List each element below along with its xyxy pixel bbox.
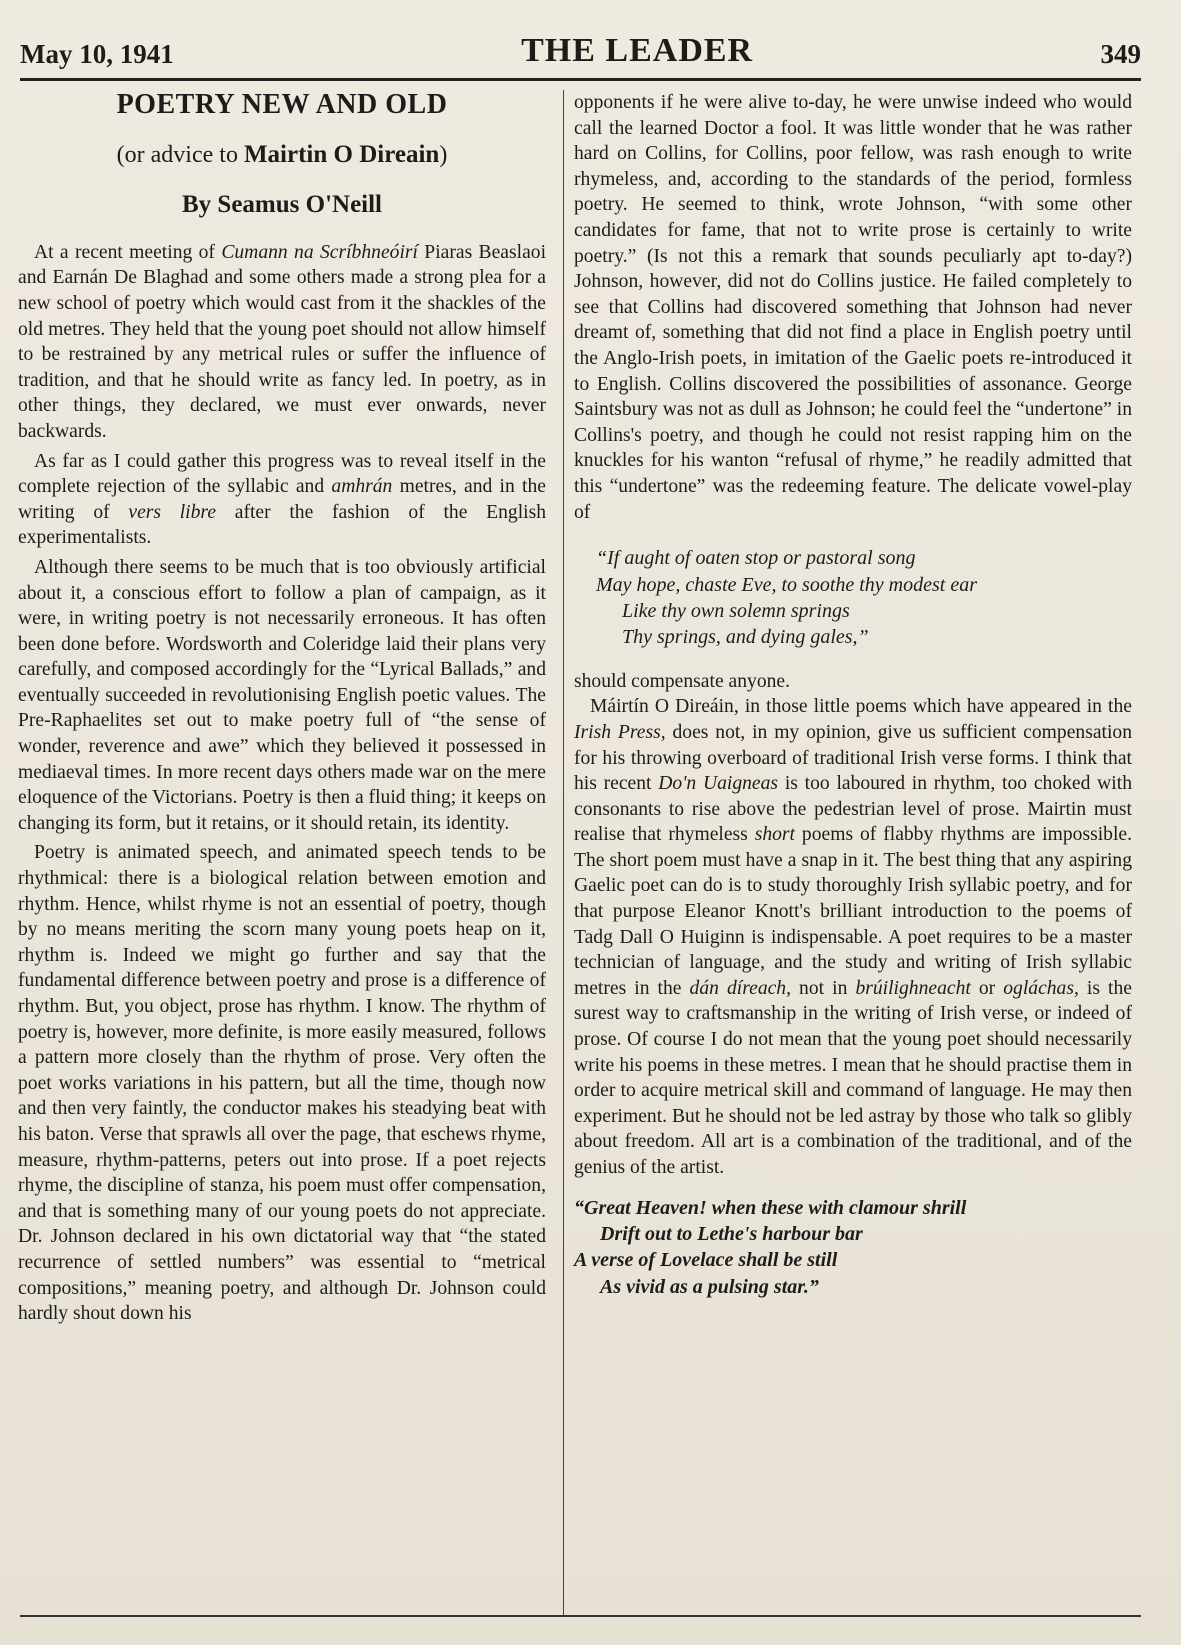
text-run: At a recent meeting of — [34, 241, 222, 263]
text-run: Piaras Beaslaoi and Earnán De Blaghad and some others made a strong plea for a new school of poetry which would cast from it the shackles of the old metres. They held that the young poet should not allow himself to be restrained by any metrical rules or suffer the influence of tradition, and that he should write as fancy led. In poetry, as in other things, they declared, we must ever onwards, never backwards. — [18, 241, 547, 442]
text-run-italic: Do'n Uaigneas — [658, 773, 779, 795]
text-run-italic: Cumann na Scríbhneóirí — [221, 241, 418, 263]
paragraph-5: opponents if he were alive to-day, he were unwise indeed who would call the learned Doctor a fool. It was little wonder that he was rather hard on Collins, for Collins, poor fellow, was rash enough to write rhymeless, and, according to the standards of the period, formless poetry. He seemed to think, wrote Johnson, “with some other candidates for fame, that not to write prose is certainly to write poetry.” (Is not this a remark that sounds peculiarly apt to-day?) Johnson, however, did not do Collins justice. He failed completely to see that Collins had discovered something that Johnson had never dreamt of, something that did not find a place in English poetry until the Anglo-Irish poets, in imitation of the Gaelic poets re-introduced it to English. Collins discovered the possibilities of assonance. George Saintsbury was not as dull as Johnson; he could feel the “undertone” in Collins's poetry, and though he could not resist rapping him on the knuckles for his wanton “refusal of rhyme,” he readily admitted that this “undertone” was the redeeming feature. The delicate vowel-play of — [574, 92, 1132, 523]
article-title: POETRY NEW AND OLD — [116, 89, 448, 120]
paragraph-4: Poetry is animated speech, and animated speech tends to be rhythmical: there is a biological relation between emotion and rhythm. Hence, whilst rhyme is not an essential of poetry, though by no means meriting the scorn many young poets heap on it, rhythm is. Indeed we might go further and say that the fundamental difference between poetry and prose is a difference of rhythm. But, you object, prose has rhythm. I know. The rhythm of poetry is, however, more definite, is more easily measured, follows a pattern more closely than the rhythm of prose. Very often the poet works variations in his pattern, but all the time, though now and then very faintly, the conductor makes his steadying beat with his baton. Verse that sprawls all over the page, that eschews rhyme, measure, rhythm-patterns, peters out into prose. If a poet rejects rhyme, the discipline of stanza, his poem must offer compensation, and that is something many of our young poets do not appreciate. Dr. Johnson declared in his own dictatorial way that “the stated recurrence of settled numbers” was essential to “metrical compositions,” meaning poetry, and although Dr. Johnson could hardly shout down his — [18, 842, 546, 1325]
text-run: poems of flabby rhythms are impossible. The short poem must have a snap in it. The best thing that any aspiring Gaelic poet can do is to study thoroughly Irish syllabic poetry, and for that purpose Eleanor Knott's brilliant introduction to the poems of Tadg Dall O Huiginn is indispensable. A poet requires to be a master technician of language, and the study and writing of Irish syllabic metres in the — [574, 824, 1132, 999]
left-column — [18, 90, 546, 1327]
paragraph-7 — [574, 694, 1132, 1180]
footer-rule — [20, 1615, 1141, 1617]
text-run: metres, and in the writing of — [18, 476, 546, 523]
verse-line: A verse of Lovelace shall be still — [574, 1249, 838, 1272]
verse-line: As vivid as a pulsing star.” — [600, 1275, 819, 1298]
right-column — [574, 90, 1132, 1300]
paragraph-6: should compensate anyone. — [574, 670, 791, 692]
text-run: As far as I could gather this progress was to reveal itself in the complete rejection of the syllabic and — [18, 450, 546, 498]
subtitle-name: Mairtin O Direain — [243, 140, 440, 168]
verse-line: Thy springs, and dying gales,” — [622, 626, 869, 649]
subtitle-prefix: (or advice to — [116, 141, 238, 168]
verse-line: May hope, chaste Eve, to soothe thy modest ear — [596, 573, 978, 596]
paragraph-1 — [18, 240, 546, 445]
paragraph-2 — [18, 449, 546, 551]
text-run-italic: amhrán — [331, 476, 393, 498]
text-run: is the surest way to craftsmanship in the writing of Irish verse, or indeed of prose. Of course I do not mean that the young poet should necessarily write his poems in these metres. I mean that he should practise them in order to acquire metrical skill and command of language. He may then experiment. But he should not be led astray by those who talk so glibly about freedom. All art is a combination of the traditional, and of the genius of the artist. — [574, 977, 1132, 1178]
publication-title: THE LEADER — [521, 32, 754, 69]
verse-quote-collins — [574, 545, 1132, 651]
issue-date: May 10, 1941 — [20, 39, 174, 69]
text-run-italic: dán díreach, — [689, 977, 792, 999]
masthead — [20, 22, 1141, 70]
text-run-italic: Irish Press, — [574, 721, 666, 743]
text-run: not in — [791, 977, 856, 999]
article-subtitle — [18, 142, 546, 169]
paragraph-3: Although there seems to be much that is too obviously artificial about it, a conscious effort to follow a plan of campaign, as it were, in writing poetry is not necessarily erroneous. It has often been done before. Wordsworth and Coleridge laid their plans very carefully, and composed accordingly for the “Lyrical Ballads,” and eventually succeeded in revolutionising English poetic values. The Pre-Raphaelites set out to make poetry full of “the sense of wonder, reverence and awe” which they believed it possessed in mediaeval times. In more recent days others made war on the mere eloquence of the Victorians. Poetry is then a fluid thing; it keeps on changing its form, but it retains, or it should retain, its identity. — [18, 556, 546, 834]
column-divider — [563, 90, 564, 1615]
verse-line: “Great Heaven! when these with clamour shrill — [574, 1196, 967, 1219]
text-run: is too laboured in rhythm, too choked with consonants to rise above the pedestrian level of prose. Mairtin must realise that rhymeless — [574, 773, 1132, 846]
text-run-italic: vers libre — [128, 501, 217, 523]
masthead-rule — [20, 78, 1141, 81]
text-run: Máirtín O Direáin, in those little poems which have appeared in the — [590, 696, 1132, 718]
verse-quote-closing — [574, 1195, 1132, 1301]
byline: By Seamus O'Neill — [181, 191, 382, 219]
text-run-italic: short — [754, 824, 795, 846]
text-run: or — [970, 977, 1004, 999]
text-run: after the fashion of the English experimentalists. — [18, 501, 547, 549]
text-run-italic: brúilighneacht — [855, 977, 971, 999]
verse-line: Drift out to Lethe's harbour bar — [600, 1223, 863, 1245]
text-run-italic: ogláchas, — [1003, 977, 1079, 999]
text-run: does not, in my opinion, give us sufficient compensation for his throwing overboard of traditional Irish verse forms. I think that his recent — [574, 721, 1132, 795]
verse-line: Like thy own solemn springs — [622, 599, 850, 622]
subtitle-suffix: ) — [439, 141, 448, 168]
page-number: 349 — [1100, 39, 1141, 69]
verse-line: “If aught of oaten stop or pastoral song — [596, 547, 916, 570]
